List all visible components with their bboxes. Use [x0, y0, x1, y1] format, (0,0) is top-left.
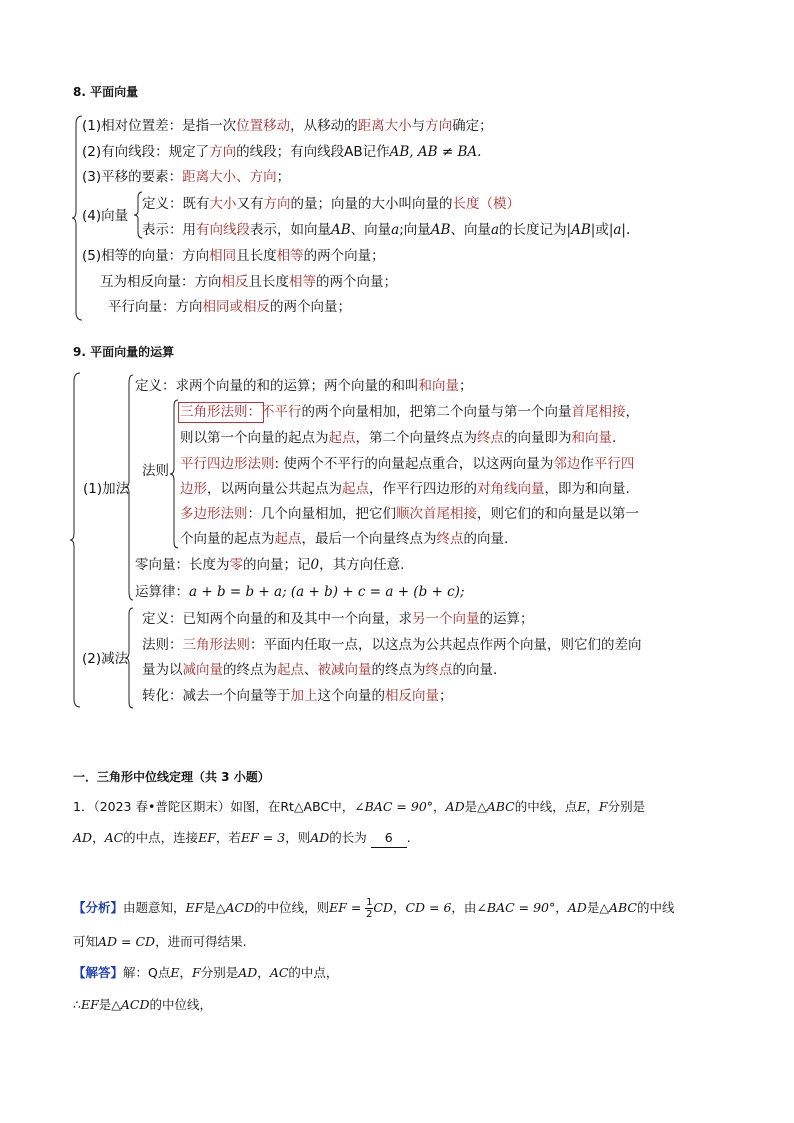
- section-9-title: 9. 平面向量的运算: [73, 345, 175, 359]
- section-8-title: 8. 平面向量: [73, 85, 139, 99]
- vector-label: (4)向量: [82, 208, 129, 224]
- polygon-rule-line-2: 个向量的起点为起点，最后一个向量终点为终点的向量.: [180, 531, 509, 547]
- subtraction-label: (2)减法: [82, 651, 129, 667]
- addition-definition: 定义：求两个向量的和的运算；两个向量的和叫和向量；: [135, 378, 473, 394]
- subtraction-rule-line-1: 法则：三角形法则：平面内任取一点，以这点为公共起点作两个向量，则它们的差向: [142, 637, 642, 653]
- sec8-line-5: (5)相等的向量：方向相同且长度相等的两个向量；: [82, 248, 385, 264]
- sec8-line-7: 平行向量：方向相同或相反的两个向量；: [108, 299, 351, 315]
- parallelogram-rule-line-2: 边形，以两向量公共起点为起点，作平行四边形的对角线向量，即为和向量.: [180, 481, 630, 497]
- operation-laws: 运算律：a + b = b + a; (a + b) + c = a + (b + c);: [135, 584, 465, 600]
- answer-blank: 6: [371, 829, 407, 848]
- subtraction-conversion: 转化：减去一个向量等于加上这个向量的相反向量；: [142, 688, 453, 704]
- subtraction-rule-line-2: 量为以减向量的终点为起点、被减向量的终点为终点的向量.: [142, 662, 498, 678]
- rules-label: 法则: [142, 463, 169, 479]
- fraction-one-half: $\frac{1}{2}$: [366, 897, 373, 920]
- triangle-rule-line-1: 三角形法则：不平行的两个向量相加，把第二个向量与第一个向量首尾相接，: [180, 404, 639, 420]
- subtraction-definition: 定义：已知两个向量的和及其中一个向量，求另一个向量的运算；: [142, 611, 534, 627]
- question-1-line-2: AD，AC的中点，连接EF，若EF = 3，则AD的长为 6 .: [73, 829, 411, 848]
- solution-line-1: 【解答】解：Q点E，F分别是AD，AC的中点，: [73, 965, 339, 980]
- analysis-line-2: 可知AD = CD，进而可得结果.: [73, 934, 247, 949]
- polygon-rule-line-1: 多边形法则：几个向量相加，把它们顺次首尾相接，则它们的和向量是以第一: [180, 506, 639, 522]
- addition-label: (1)加法: [83, 481, 130, 497]
- triangle-rule-line-2: 则以第一个向量的起点为起点，第二个向量终点为终点的向量即为和向量.: [180, 430, 617, 446]
- solution-line-2: ∴EF是△ACD的中位线，: [73, 997, 213, 1012]
- vector-definition: 定义：既有大小又有方向的量；向量的大小叫向量的长度（模）: [142, 196, 520, 212]
- zero-vector: 零向量：长度为零的向量；记0，其方向任意.: [135, 557, 405, 573]
- sec8-line-2: (2)有向线段：规定了方向的线段；有向线段AB记作AB, AB ≠ BA.: [82, 144, 482, 160]
- sec8-line-6: 互为相反向量：方向相反且长度相等的两个向量；: [100, 274, 397, 290]
- vector-representation: 表示：用有向线段表示，如向量AB、向量a;向量AB、向量a的长度记为|AB|或|a|.: [142, 222, 631, 238]
- sec8-line-3: (3)平移的要素：距离大小、方向；: [82, 169, 291, 185]
- analysis-line-1: 【分析】由题意知，EF是△ACD的中位线，则EF = $\frac{1}{2}$ CD，CD = 6，由∠BAC = 90°，AD是△ABC的中线: [73, 897, 675, 920]
- sec8-line-1: (1)相对位置差：是指一次位置移动，从移动的距离大小与方向确定；: [82, 118, 493, 134]
- part-title: 一．三角形中位线定理（共 3 小题）: [73, 770, 270, 784]
- parallelogram-rule-line-1: 平行四边形法则: 使两个不平行的向量起点重合，以这两向量为邻边作平行四: [180, 456, 635, 472]
- question-1-line-1: 1．（2023 春•普陀区期末）如图，在Rt△ABC中，∠BAC = 90°，AD是△ABC的中线，点E，F分别是: [73, 799, 646, 814]
